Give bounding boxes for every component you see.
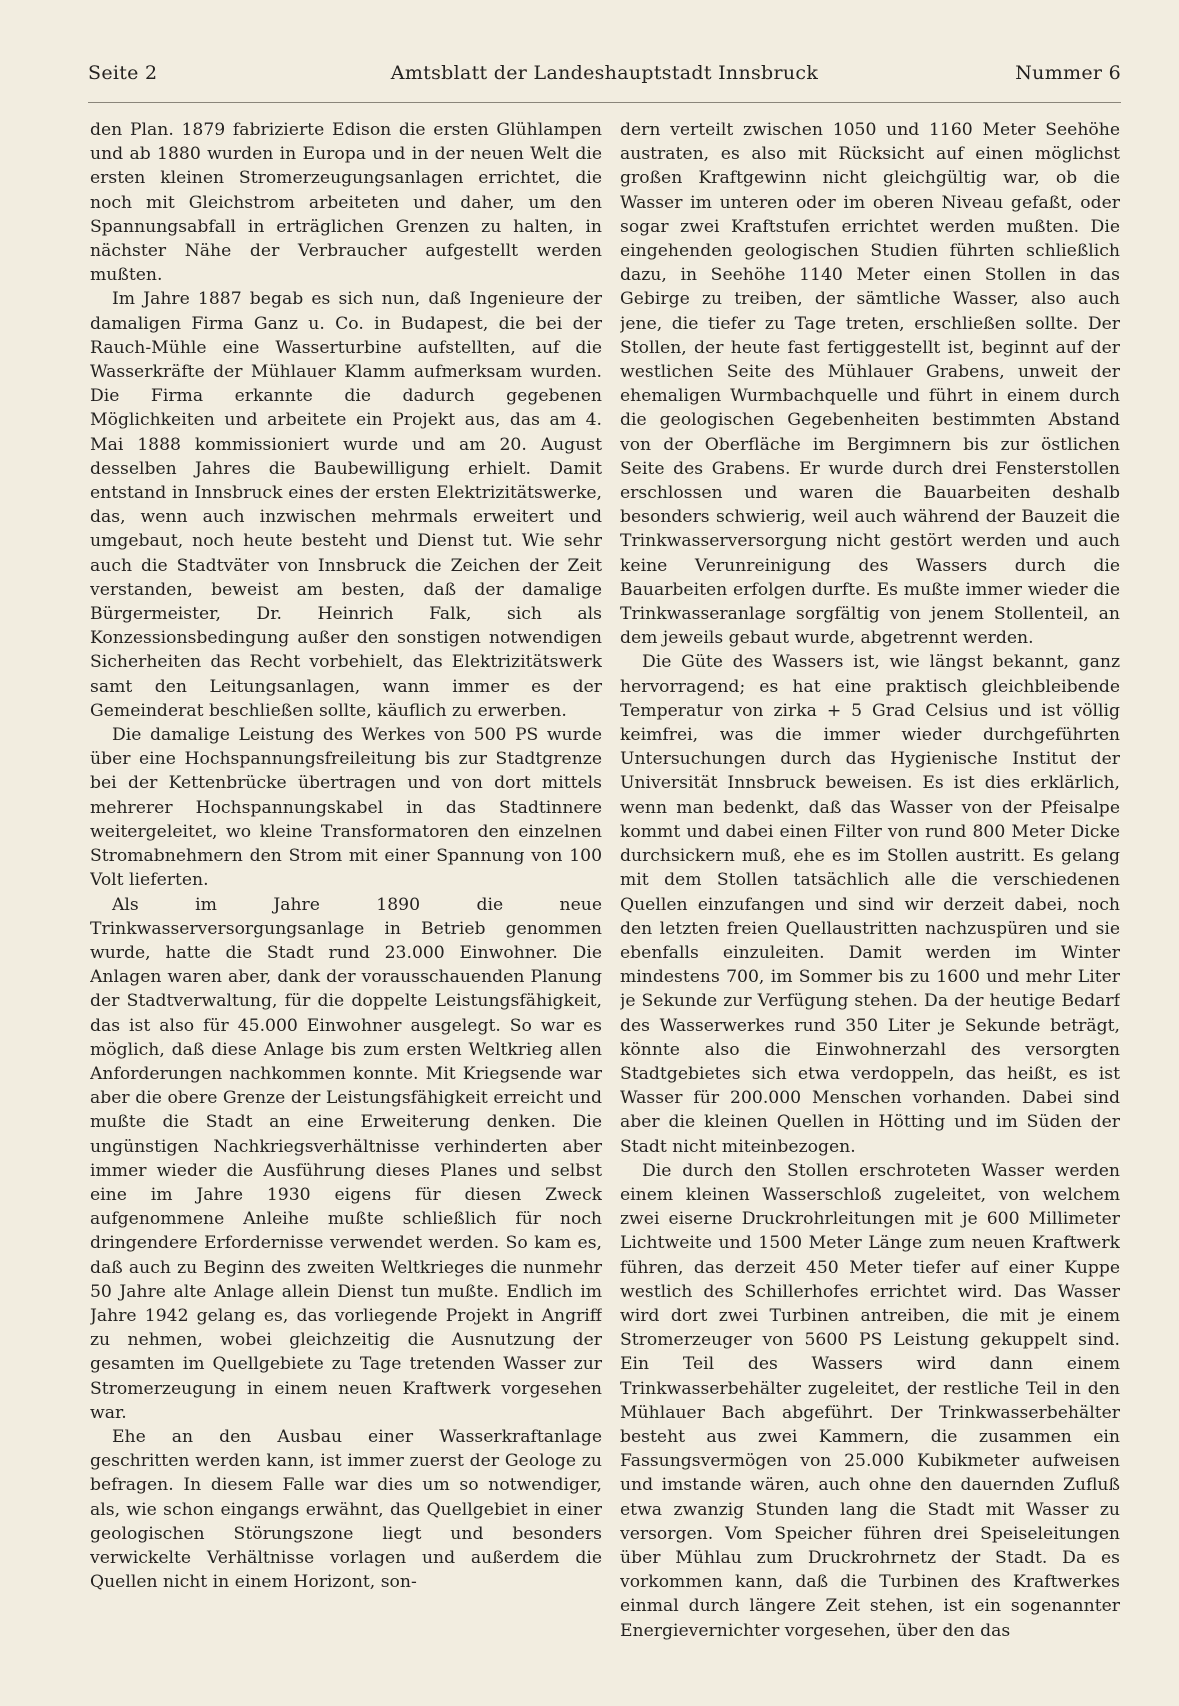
- page-header: [88, 62, 1121, 90]
- paragraph: Als im Jahre 1890 die neue Trinkwasserversorgungsanlage in Betrieb genommen wurde, hatte die Stadt rund 23.000 Einwohner. Die Anlagen waren aber, dank der vorausschauenden Planung der Stadtverwaltung, für die doppelte Leistungsfähigkeit, das ist also für 45.000 Einwohner ausgelegt. So war es möglich, daß diese Anlage bis zum ersten Weltkrieg allen Anforderungen nachkommen konnte. Mit Kriegsende war aber die obere Grenze der Leistungsfähigkeit erreicht und mußte die Stadt an eine Erweiterung denken. Die ungünstigen Nachkriegsverhältnisse verhinderten aber immer wieder die Ausführung dieses Planes und selbst eine im Jahre 1930 eigens für diesen Zweck aufgenommene Anleihe mußte schließlich für noch dringendere Erfordernisse verwendet werden. So kam es, daß auch zu Beginn des zweiten Weltkrieges die nunmehr 50 Jahre alte Anlage allein Dienst tun mußte. Endlich im Jahre 1942 gelang es, das vorliegende Projekt in Angriff zu nehmen, wobei gleichzeitig die Ausnutzung der gesamten im Quellgebiete zu Tage tretenden Wasser zur Stromerzeugung in einem neuen Kraftwerk vorgesehen war.: [90, 894, 602, 1423]
- paragraph: den Plan. 1879 fabrizierte Edison die ersten Glühlampen und ab 1880 wurden in Europa und in der neuen Welt die ersten kleinen Stromerzeugungsanlagen errichtet, die noch mit Gleichstrom arbeiteten und daher, um den Spannungsabfall in erträglichen Grenzen zu halten, in nächster Nähe der Verbraucher aufgestellt werden mußten.: [90, 120, 602, 286]
- header-divider: [88, 102, 1121, 103]
- paragraph: Die durch den Stollen erschroteten Wasser werden einem kleinen Wasserschloß zugeleitet, von welchem zwei eiserne Druckrohrleitungen mit je 600 Millimeter Lichtweite und 1500 Meter Länge zum neuen Kraftwerk führen, das derzeit 450 Meter tiefer auf einer Kuppe westlich des Schillerhofes errichtet wird. Das Wasser wird dort zwei Turbinen antreiben, die mit je einem Stromerzeuger von 5600 PS Leistung gekuppelt sind. Ein Teil des Wassers wird dann einem Trinkwasserbehälter zugeleitet, der restliche Teil in den Mühlauer Bach abgeführt. Der Trinkwasserbehälter besteht aus zwei Kammern, die zusammen ein Fassungsvermögen von 25.000 Kubikmeter aufweisen und imstande wären, auch ohne den dauernden Zufluß etwa zwanzig Stunden lang die Stadt mit Wasser zu versorgen. Vom Speicher führen drei Speiseleitungen über Mühlau zum Druckrohrnetz der Stadt. Da es vorkommen kann, daß die Turbinen des Kraftwerkes einmal durch längere Zeit stehen, ist ein sogenannter Energievernichter vorgesehen, über den das: [620, 1160, 1120, 1641]
- left-column: [90, 118, 602, 1680]
- right-column: [620, 118, 1120, 1680]
- paragraph: Ehe an den Ausbau einer Wasserkraftanlage geschritten werden kann, ist immer zuerst der Geologe zu befragen. In diesem Falle war dies um so notwendiger, als, wie schon eingangs erwähnt, das Quellgebiet in einer geologischen Störungszone liegt und besonders verwickelte Verhältnisse vorlagen und außerdem die Quellen nicht in einem Horizont, son-: [90, 1426, 602, 1593]
- paragraph: Die Güte des Wassers ist, wie längst bekannt, ganz hervorragend; es hat eine praktisch gleichbleibende Temperatur von zirka + 5 Grad Celsius und ist völlig keimfrei, was die immer wieder durchgeführten Untersuchungen durch das Hygienische Institut der Universität Innsbruck beweisen. Es ist dies erklärlich, wenn man bedenkt, daß das Wasser von der Pfeisalpe kommt und dabei einen Filter von rund 800 Meter Dicke durchsickern muß, ehe es im Stollen austritt. Es gelang mit dem Stollen tatsächlich alle die verschiedenen Quellen einzufangen und sind wir derzeit dabei, noch den letzten freien Quellaustritten nachzuspüren und sie ebenfalls einzuleiten. Damit werden im Winter mindestens 700, im Sommer bis zu 1600 und mehr Liter je Sekunde zur Verfügung stehen. Da der heutige Bedarf des Wasserwerkes rund 350 Liter je Sekunde beträgt, könnte also die Einwohnerzahl des versorgten Stadtgebietes sich etwa verdoppeln, das heißt, es ist Wasser für 200.000 Menschen vorhanden. Dabei sind aber die kleinen Quellen in Hötting und im Süden der Stadt nicht miteinbezogen.: [620, 652, 1120, 1157]
- paragraph: dern verteilt zwischen 1050 und 1160 Meter Seehöhe austraten, es also mit Rücksicht auf einen möglichst großen Kraftgewinn nicht gleichgültig war, ob die Wasser im unteren oder im oberen Niveau gefaßt, oder sogar zwei Kraftstufen errichtet werden mußten. Die eingehenden geologischen Studien führten schließlich dazu, in Seehöhe 1140 Meter einen Stollen in das Gebirge zu treiben, der sämtliche Wasser, also auch jene, die tiefer zu Tage treten, erschließen sollte. Der Stollen, der heute fast fertiggestellt ist, beginnt auf der westlichen Seite des Mühlauer Grabens, unweit der ehemaligen Wurmbachquelle und führt in einem durch die geologischen Gegebenheiten bestimmten Abstand von der Oberfläche im Bergimnern bis zur östlichen Seite des Grabens. Er wurde durch drei Fensterstollen erschlossen und waren die Bauarbeiten deshalb besonders schwierig, weil auch während der Bauzeit die Trinkwasserversorgung nicht gestört werden und auch keine Verunreinigung des Wassers durch die Bauarbeiten erfolgen durfte. Es mußte immer wieder die Trinkwasseranlage sorgfältig von jenem Stollenteil, an dem jeweils gebaut wurde, abgetrennt werden.: [620, 120, 1120, 649]
- paragraph: Die damalige Leistung des Werkes von 500 PS wurde über eine Hochspannungsfreileitung bis zur Stadtgrenze bei der Kettenbrücke übertragen und von dort mittels mehrerer Hochspannungskabel in das Stadtinnere weitergeleitet, wo kleine Transformatoren den einzelnen Stromabnehmern den Strom mit einer Spannung von 100 Volt lieferten.: [90, 725, 602, 891]
- publication-title: Amtsblatt der Landeshauptstadt Innsbruck: [390, 62, 819, 84]
- paragraph: Im Jahre 1887 begab es sich nun, daß Ingenieure der damaligen Firma Ganz u. Co. in Budapest, die bei der Rauch-Mühle eine Wasserturbine aufstellten, auf die Wasserkräfte der Mühlauer Klamm aufmerksam wurden. Die Firma erkannte die dadurch gegebenen Möglichkeiten und arbeitete ein Projekt aus, das am 4. Mai 1888 kommissioniert wurde und am 20. August desselben Jahres die Baubewilligung erhielt. Damit entstand in Innsbruck eines der ersten Elektrizitätswerke, das, wenn auch inzwischen mehrmals erweitert und umgebaut, noch heute besteht und Dienst tut. Wie sehr auch die Stadtväter von Innsbruck die Zeichen der Zeit verstanden, beweist am besten, daß der damalige Bürgermeister, Dr. Heinrich Falk, sich als Konzessionsbedingung außer den sonstigen notwendigen Sicherheiten das Recht vorbehielt, das Elektrizitätswerk samt den Leitungsanlagen, wann immer es der Gemeinderat beschließen sollte, käuflich zu erwerben.: [90, 289, 602, 721]
- page-label: Seite 2: [88, 62, 158, 84]
- issue-number: Nummer 6: [1015, 62, 1121, 84]
